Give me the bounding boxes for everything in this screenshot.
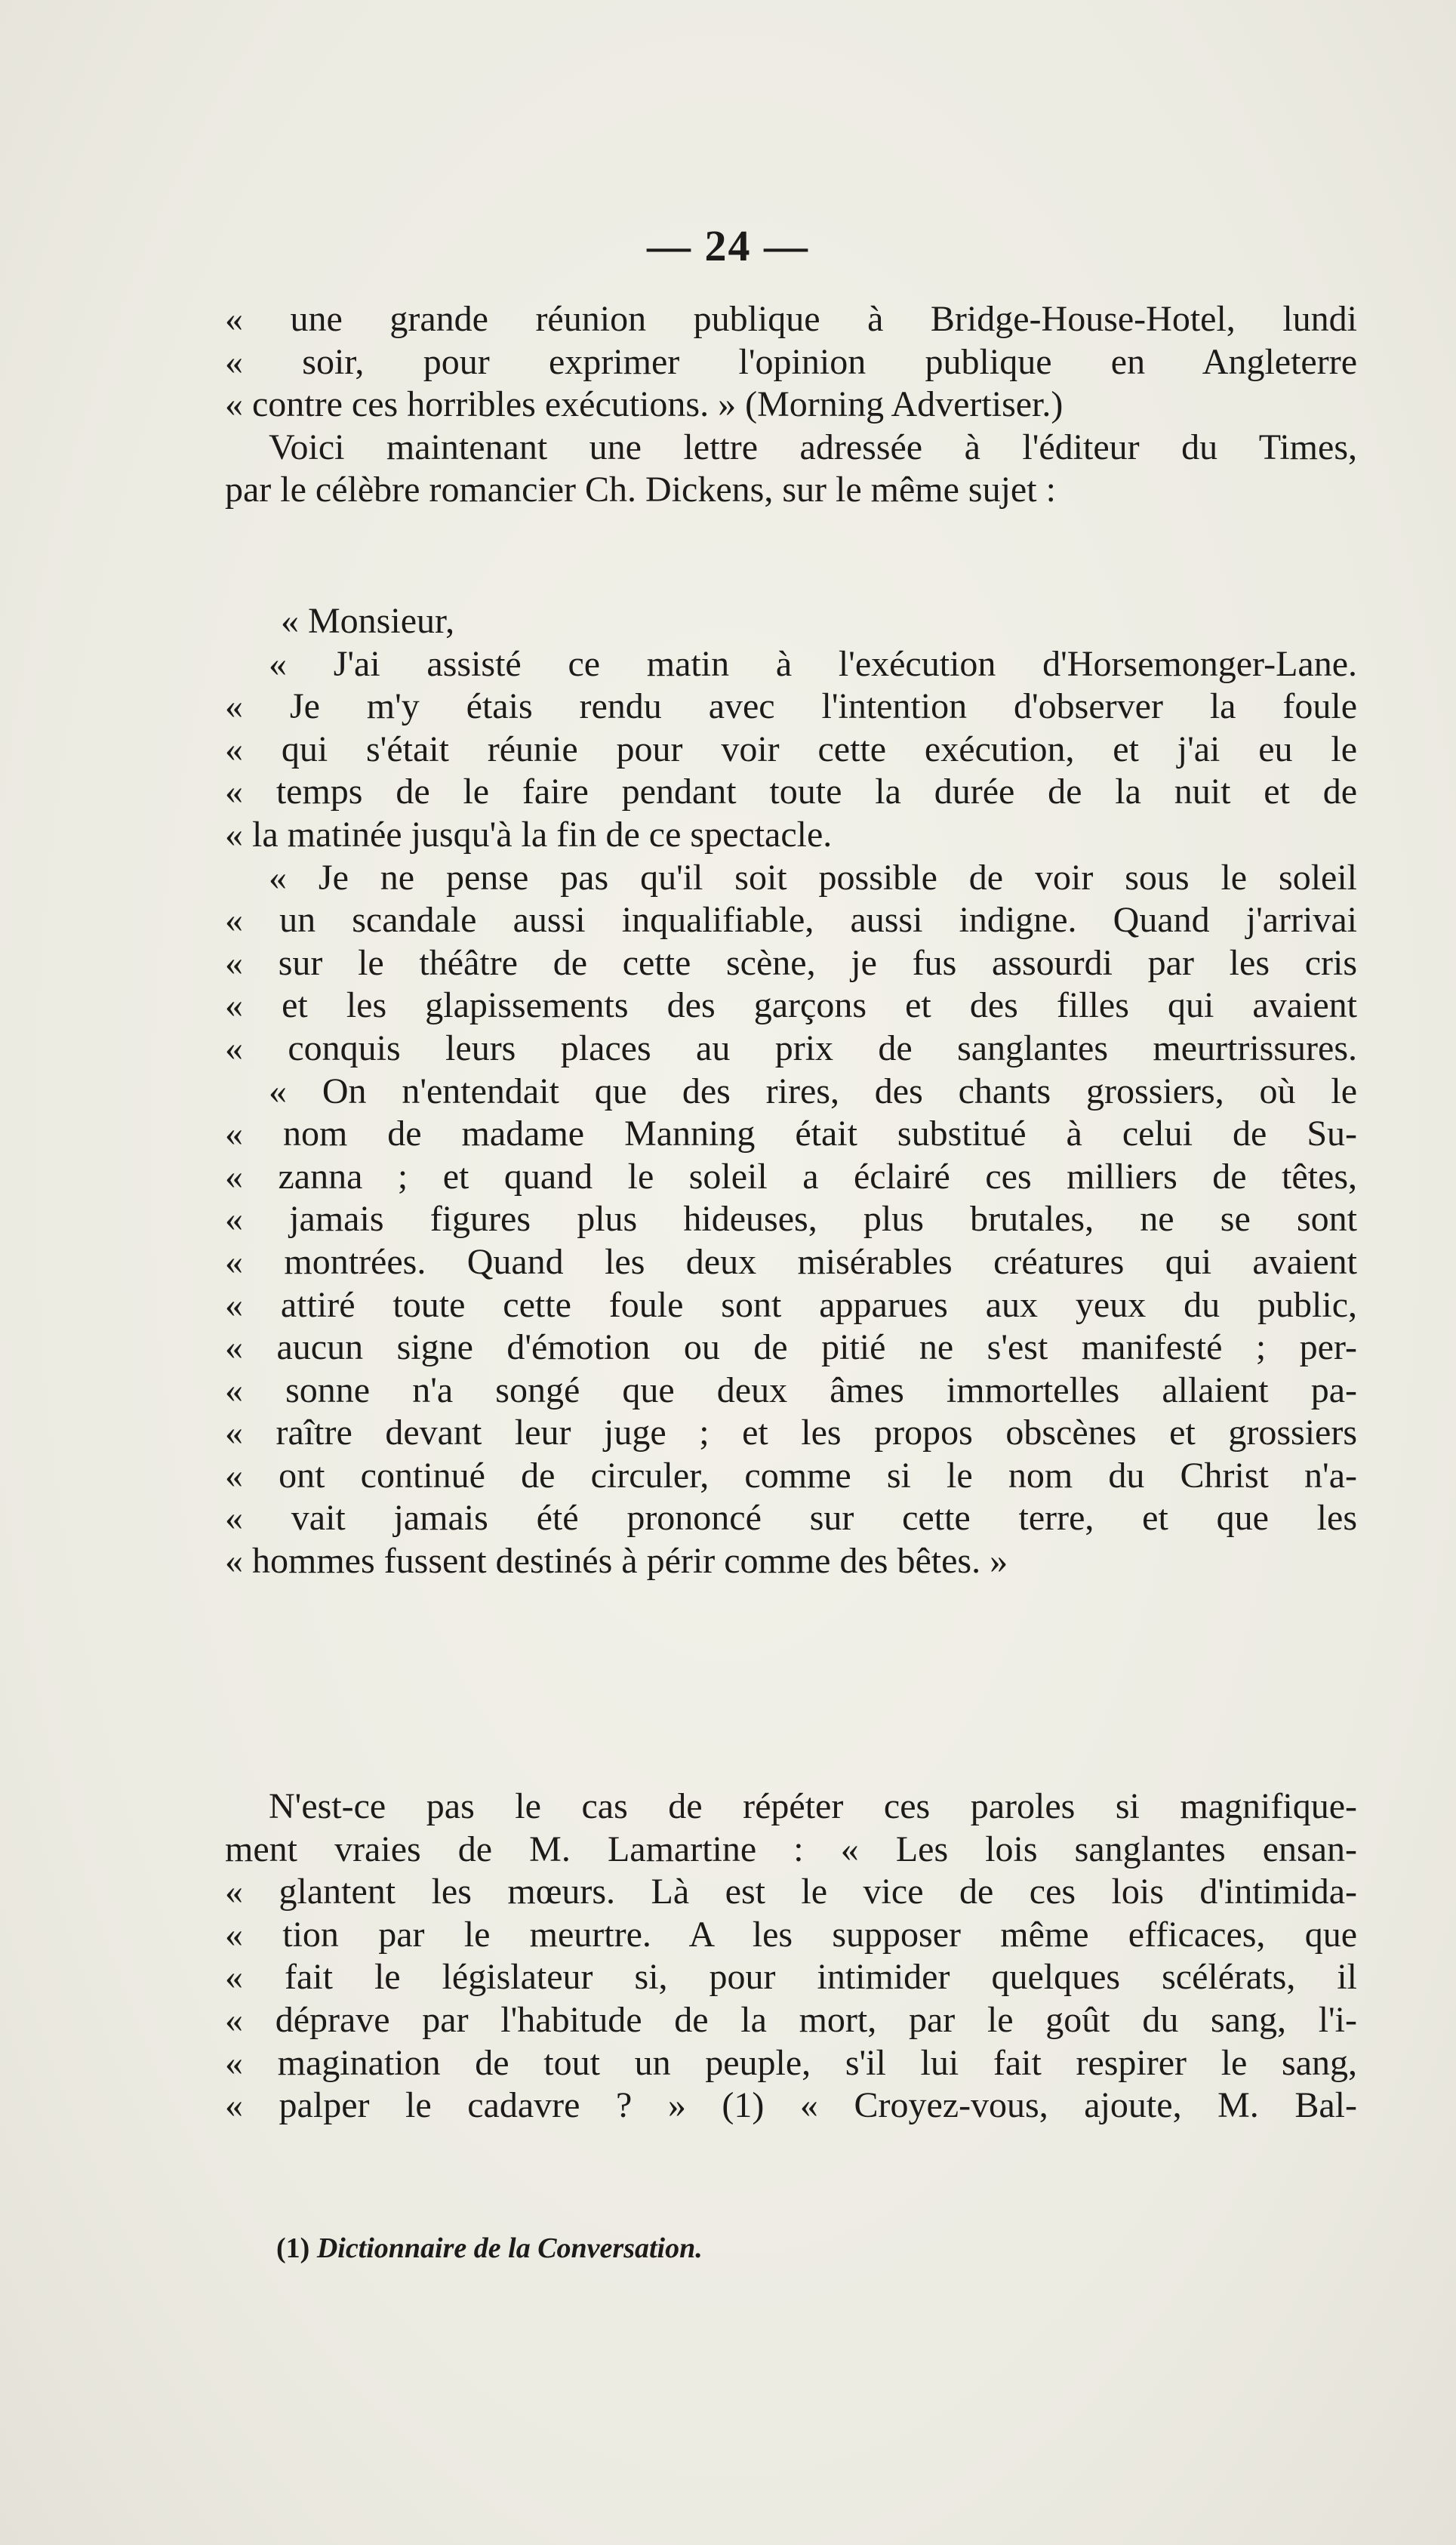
footnote	[276, 2232, 703, 2265]
text-line: Voici maintenant une lettre adressée à l'éditeur du Times,	[269, 427, 1357, 467]
quoted-letter	[225, 600, 1357, 1583]
text-line: « zanna ; et quand le soleil a éclairé ces milliers de têtes,	[225, 1156, 1357, 1197]
text-line: N'est-ce pas le cas de répéter ces paroles si magnifique-	[269, 1786, 1357, 1826]
text-line: « raître devant leur juge ; et les propos obscènes et grossiers	[225, 1413, 1357, 1453]
text-line: « déprave par l'habitude de la mort, par le goût du sang, l'i-	[225, 1999, 1357, 2040]
paragraph-block-1	[225, 298, 1357, 512]
text-line: « Je ne pense pas qu'il soit possible de voir sous le soleil	[269, 857, 1357, 898]
text-line: « fait le législateur si, pour intimider quelques scélérats, il	[225, 1957, 1357, 1998]
footnote-text: Dictionnaire de la Conversation.	[316, 2232, 703, 2264]
text-line: « aucun signe d'émotion ou de pitié ne s'est manifesté ; per-	[225, 1327, 1357, 1368]
paragraph-block-3	[225, 1786, 1357, 2128]
text-line: « jamais figures plus hideuses, plus brutales, ne se sont	[225, 1199, 1357, 1240]
text-line: « glantent les mœurs. Là est le vice de ces lois d'intimida-	[225, 1872, 1357, 1912]
text-line: « hommes fussent destinés à périr comme des bêtes. »	[225, 1541, 1008, 1582]
text-line: « qui s'était réunie pour voir cette exécution, et j'ai eu le	[225, 729, 1357, 769]
text-line: « conquis leurs places au prix de sanglantes meurtrissures.	[225, 1028, 1357, 1068]
text-line: « tion par le meurtre. A les supposer même efficaces, que	[225, 1914, 1357, 1955]
text-line: « la matinée jusqu'à la fin de ce spectacle.	[225, 814, 833, 855]
text-line: « magination de tout un peuple, s'il lui fait respirer le sang,	[225, 2042, 1357, 2083]
text-line: par le célèbre romancier Ch. Dickens, sur le même sujet :	[225, 470, 1056, 510]
text-line: « soir, pour exprimer l'opinion publique en Angleterre	[225, 341, 1357, 382]
text-line: ment vraies de M. Lamartine : « Les lois sanglantes ensan-	[225, 1829, 1357, 1869]
footnote-marker: (1)	[276, 2232, 310, 2264]
text-line: « nom de madame Manning était substitué à celui de Su-	[225, 1114, 1357, 1154]
text-line: « Monsieur,	[281, 601, 455, 641]
text-line: « vait jamais été prononcé sur cette terre, et que les	[225, 1498, 1357, 1539]
text-line: « sonne n'a songé que deux âmes immortelles allaient pa-	[225, 1370, 1357, 1410]
text-line: « attiré toute cette foule sont apparues aux yeux du public,	[225, 1284, 1357, 1325]
text-line: « Je m'y étais rendu avec l'intention d'observer la foule	[225, 686, 1357, 727]
text-line: « un scandale aussi inqualifiable, aussi indigne. Quand j'arrivai	[225, 900, 1357, 941]
text-line: « une grande réunion publique à Bridge-House-Hotel, lundi	[225, 299, 1357, 339]
text-line: « contre ces horribles exécutions. » (Morning Advertiser.)	[225, 384, 1064, 425]
text-line: « J'ai assisté ce matin à l'exécution d'Horsemonger-Lane.	[269, 643, 1357, 684]
text-line: « On n'entendait que des rires, des chants grossiers, où le	[269, 1071, 1357, 1111]
text-line: « palper le cadavre ? » (1) « Croyez-vous, ajoute, M. Bal-	[225, 2085, 1357, 2126]
text-line: « temps de le faire pendant toute la durée de la nuit et de	[225, 772, 1357, 812]
text-line: « sur le théâtre de cette scène, je fus assourdi par les cris	[225, 942, 1357, 983]
text-line: « montrées. Quand les deux misérables créatures qui avaient	[225, 1241, 1357, 1282]
text-line: « et les glapissements des garçons et des filles qui avaient	[225, 985, 1357, 1026]
text-line: « ont continué de circuler, comme si le nom du Christ n'a-	[225, 1455, 1357, 1496]
page-number: — 24 —	[647, 221, 809, 270]
